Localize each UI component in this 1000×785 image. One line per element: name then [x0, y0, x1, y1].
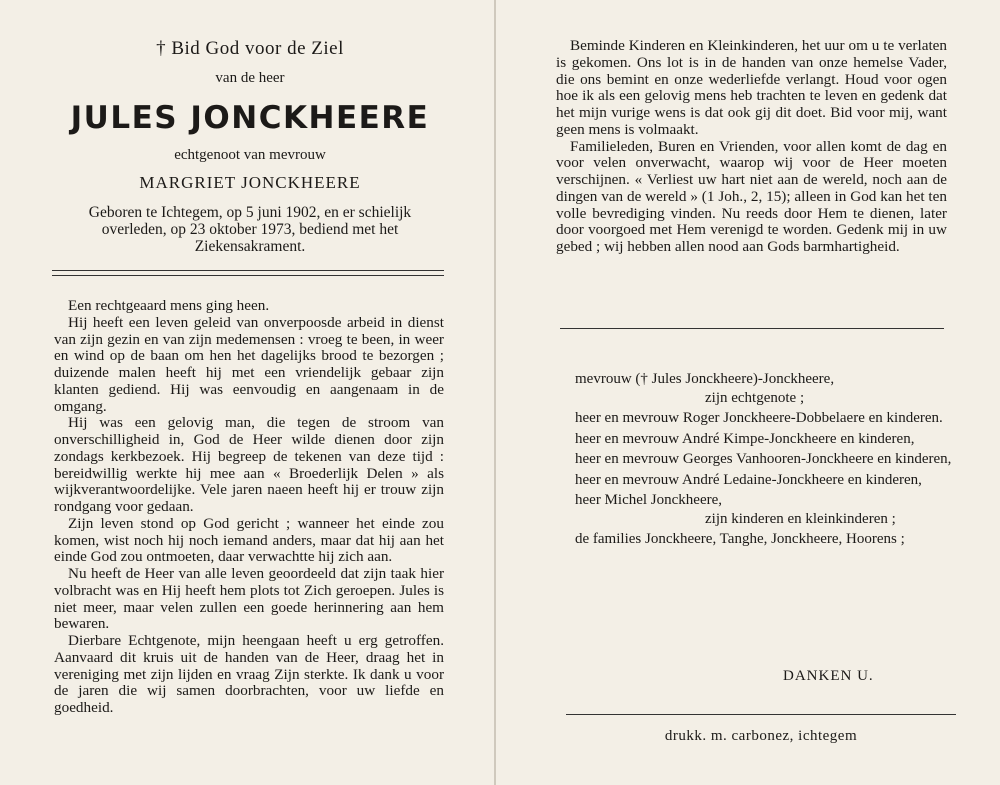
divider-thin — [52, 270, 444, 271]
farewell-paragraph-2: Familieleden, Buren en Vrienden, voor allen komt de dag en voor velen onverwacht, waarop wij voor de Heer moeten verschijnen. « Verliest uw hart niet aan de wereld, noch aan de dingen van de wereld » (1 Joh., 2, 15); alleen in God kan het ten volle bevrediging vinden. Nu reeds door Hem te dienen, later door voorgoed met Hem verenigd te worden. Gedenk mij in uw gebed ; wij hebben allen nood aan Gods barmhartigheid. — [556, 137, 947, 255]
family-row: heer Michel Jonckheere, — [575, 492, 723, 508]
printer-line: drukk. m. carbonez, ichtegem — [664, 728, 858, 744]
bio-paragraph-6: Dierbare Echtgenote, mijn heengaan heeft u erg getroffen. Aanvaard dit kruis uit de handen van de Heer, draag het in vereniging met zijn lijden en vraag Zijn sterkte. Ik dank u voor de jaren die wij samen doorbrachten, voor uw liefde en goedheid. — [54, 632, 444, 716]
family-row: mevrouw († Jules Jonckheere)-Jonckheere, — [575, 371, 835, 387]
spouse-name: MARGRIET JONCKHEERE — [139, 173, 361, 192]
bio-paragraph-3: Hij was een gelovig man, die tegen de stroom van onverschilligheid in, God de Heer wilde dienen door zijn zondags kerkbezoek. Hij begreep de tekenen van deze tijd : bereidwillig werkte hij mee aan « Broederlijk Delen » als wijkverantwoordelijke. Vele jaren naeen heeft hij er trouw zijn rondgang voor gedaan. — [54, 414, 444, 515]
deceased-name: JULES JONCKHEERE — [70, 100, 430, 136]
bio-paragraph-5: Nu heeft de Heer van alle leven geoordeeld dat zijn taak hier volbracht was en Hij heeft hem plots tot Zich geroepen. Jules is niet meer, maar velen zullen een goede herinnering aan hem bewaren. — [54, 565, 444, 633]
farewell-paragraph-1: Beminde Kinderen en Kleinkinderen, het uur om u te verlaten is gekomen. Ons lot is in de handen van onze hemelse Vader, die ons bemint en onze wederliefde verlangt. Houd voor ogen hoe ik als een gelovig mens heb trachten te leven en gedenk dat het mijn vurige wens is dat ook gij dit doet. Bid voor mij, want geen mens is volmaakt. — [556, 37, 947, 138]
born-line-1: Geboren te Ichtegem, op 5 juni 1902, en er schielijk — [88, 204, 412, 221]
spouse-prefix: echtgenoot van mevrouw — [174, 147, 326, 163]
bio-paragraph-1: Een rechtgeaard mens ging heen. — [68, 297, 270, 314]
family-row: heer en mevrouw André Kimpe-Jonckheere en kinderen, — [575, 430, 915, 447]
bio-paragraph-2: Hij heeft een leven geleid van onverpoosde arbeid in dienst van zijn gezin en van zijn medemensen : vroeg te been, in weer en wind op de baan om hen het dagelijks brood te bezorgen ; duizende malen heeft hij met een vriendelijk gebaar zijn klanten gediend. Hij was eenvoudig en aangenaam in de omgang. — [54, 313, 444, 415]
born-line-3: Ziekensakrament. — [194, 238, 306, 255]
divider-right-top — [560, 328, 944, 329]
thanks-line: DANKEN U. — [783, 668, 874, 684]
birth-death-text — [50, 204, 450, 255]
farewell-text — [556, 38, 947, 256]
bio-paragraph-4: Zijn leven stond op God gericht ; wanneer het einde zou komen, wist noch hij noch iemand anders, maar dat hij aan het einde God zou ontmoeten, daar verwachtte hij zich aan. — [54, 514, 444, 566]
biography-text — [54, 298, 444, 717]
family-row: heer en mevrouw Georges Vanhooren-Jonckheere en kinderen, — [575, 451, 952, 467]
family-row: heer en mevrouw André Ledaine-Jonckheere en kinderen, — [575, 471, 922, 488]
divider-right-bottom — [566, 714, 956, 715]
family-row: zijn kinderen en kleinkinderen ; — [705, 510, 896, 527]
family-list — [575, 370, 953, 549]
left-panel — [0, 0, 496, 785]
family-row: zijn echtgenote ; — [705, 389, 805, 406]
born-line-2: overleden, op 23 oktober 1973, bediend met het — [101, 221, 399, 238]
divider-thin-2 — [52, 275, 444, 276]
prefix-line: van de heer — [215, 70, 285, 86]
prayer-line: † Bid God voor de Ziel — [156, 38, 344, 59]
family-row: de families Jonckheere, Tanghe, Jonckheere, Hoorens ; — [575, 531, 905, 547]
family-row: heer en mevrouw Roger Jonckheere-Dobbelaere en kinderen. — [575, 410, 943, 426]
